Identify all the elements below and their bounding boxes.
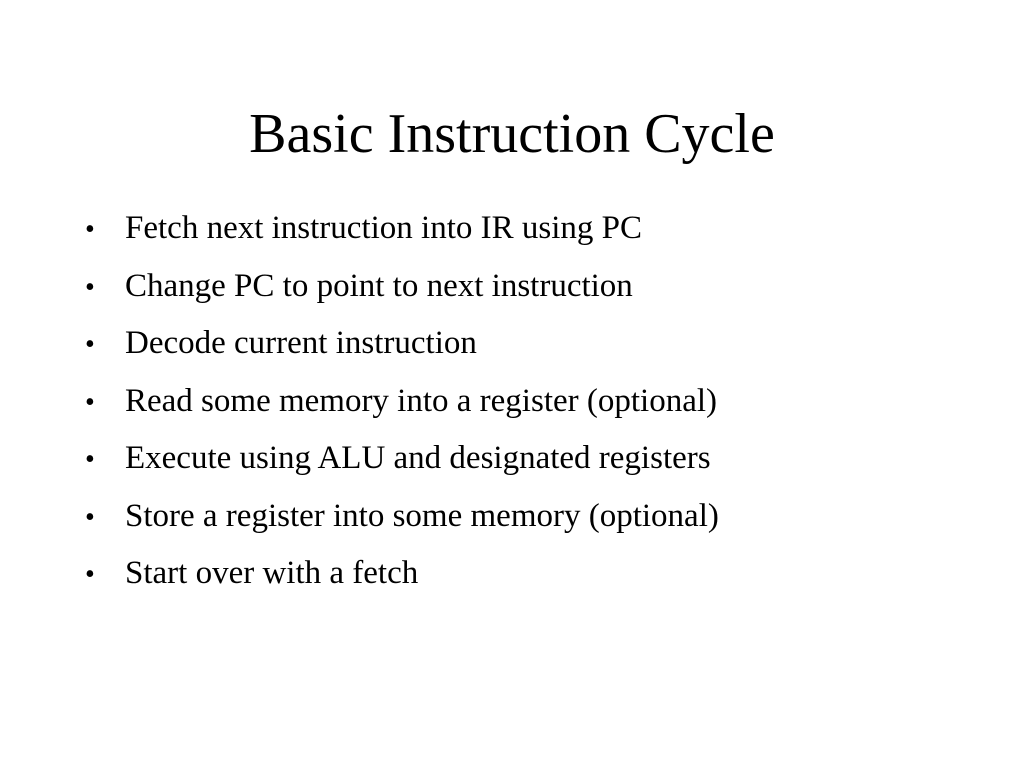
- bullet-text: Start over with a fetch: [125, 555, 419, 591]
- bullet-point-icon: •: [85, 214, 95, 245]
- bullet-item: [85, 549, 985, 607]
- bullet-text: Store a register into some memory (optional): [125, 497, 719, 534]
- bullet-item: [85, 492, 985, 550]
- slide-title: Basic Instruction Cycle: [249, 103, 775, 165]
- bullet-point-icon: •: [85, 559, 95, 590]
- bullet-list: [85, 204, 985, 607]
- bullet-text: Change PC to point to next instruction: [125, 267, 633, 304]
- bullet-point-icon: •: [85, 444, 95, 475]
- bullet-text: Fetch next instruction into IR using PC: [125, 210, 642, 246]
- bullet-item: [85, 434, 985, 492]
- bullet-item: [85, 204, 985, 262]
- bullet-text: Execute using ALU and designated registers: [125, 440, 711, 476]
- bullet-text: Read some memory into a register (optional): [125, 382, 718, 419]
- bullet-point-icon: •: [85, 271, 95, 303]
- bullet-point-icon: •: [85, 501, 95, 533]
- bullet-point-icon: •: [85, 329, 95, 360]
- bullet-item: [85, 319, 985, 377]
- bullet-item: [85, 377, 985, 435]
- bullet-point-icon: •: [85, 386, 95, 418]
- bullet-text: Decode current instruction: [125, 325, 477, 361]
- bullet-item: [85, 262, 985, 320]
